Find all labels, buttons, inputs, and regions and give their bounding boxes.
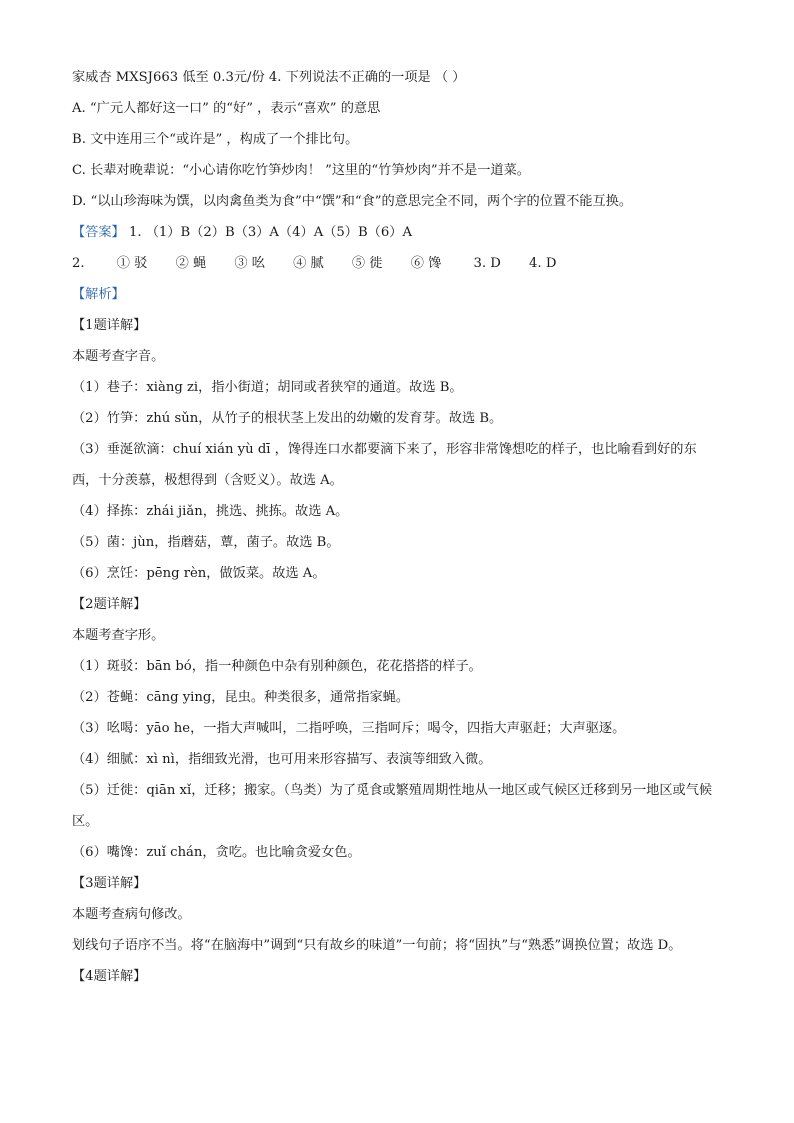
explanation-line: （4）细腻：xì nì，指细致光滑，也可用来形容描写、表演等细致入微。 [72, 752, 492, 767]
answer-line-1 [72, 217, 722, 248]
section-title: 【1题详解】 [72, 318, 147, 333]
explanation-line: （3）吆喝：yāo he，一指大声喊叫，二指呼唤，三指呵斥；喝令，四指大声驱赶；大声驱逐。 [72, 721, 626, 736]
explanation-line: （5）菌：jùn，指蘑菇，蕈，菌子。故选 B。 [72, 535, 340, 550]
answer-q4: 4. D [529, 256, 557, 271]
answer-q1: 1. （1）B（2）B（3）A（4）A（5）B（6）A [128, 225, 412, 240]
answer-q2-item: ③ 吆 [234, 256, 265, 271]
section-title: 【3题详解】 [72, 876, 147, 891]
answer-q2-item: ① 驳 [116, 256, 148, 271]
section-intro: 本题考查病句修改。 [72, 907, 191, 922]
answer-q3: 3. D [473, 256, 501, 271]
explanation-line: （2）苍蝇：cāng ying，昆虫。种类很多，通常指家蝇。 [72, 690, 410, 705]
explanation-line: （3）垂涎欲滴：chuí xián yù dī ，馋得连口水都要滴下来了，形容非常馋想吃的样子，也比喻看到好的东西，十分羡慕，极想得到（含贬义）。故选 A。 [72, 442, 697, 488]
section-intro: 本题考查字音。 [72, 349, 165, 364]
answer-line-2 [72, 248, 722, 279]
answer-q2-item: ④ 腻 [293, 256, 324, 271]
answer-q2-item: ⑥ 馋 [410, 256, 442, 271]
section-intro: 本题考查字形。 [72, 628, 165, 643]
explanation-line: （4）择拣：zhái jiǎn，挑选、挑拣。故选 A。 [72, 504, 349, 519]
explanation-line: （1）斑驳：bān bó，指一种颜色中杂有别种颜色，花花搭搭的样子。 [72, 659, 482, 674]
answer-q2-item: ⑤ 徙 [351, 256, 383, 271]
analysis-tag: 【解析】 [72, 287, 125, 302]
section-title: 【2题详解】 [72, 597, 147, 612]
option-c: C. 长辈对晚辈说：“小心请你吃竹笋炒肉！ ”这里的“竹笋炒肉”并不是一道菜。 [72, 163, 530, 178]
answer-q2-item: ② 蝇 [175, 256, 207, 271]
answer-q2-number: 2. [72, 256, 85, 271]
question-4-stem: 家威杏 MXSJ663 低至 0.3元/份 4. 下列说法不正确的一项是 （ ） [72, 70, 466, 85]
option-a: A. “广元人都好这一口” 的“好” ，表示“喜欢” 的意思 [72, 101, 381, 116]
explanation-line: （6）烹饪：pēng rèn，做饭菜。故选 A。 [72, 566, 326, 581]
document-page [72, 62, 722, 992]
answer-tag: 【答案】 [72, 225, 125, 240]
option-d: D. “以山珍海味为馔，以肉禽鱼类为食”中“馔”和“食”的意思完全不同，两个字的位置不能互换。 [72, 194, 633, 209]
section-title: 【4题详解】 [72, 969, 147, 984]
explanation-line: （2）竹笋：zhú sǔn，从竹子的根状茎上发出的幼嫩的发育芽。故选 B。 [72, 411, 503, 426]
explanation-line: （1）巷子：xiàng zi，指小街道；胡同或者狭窄的通道。故选 B。 [72, 380, 463, 395]
explanation-line: 划线句子语序不当。将“在脑海中”调到“只有故乡的味道”一句前；将“固执”与“熟悉”调换位置；故选 D。 [72, 938, 682, 953]
explanation-line: （5）迁徙：qiān xǐ，迁移；搬家。（鸟类）为了觅食或繁殖周期性地从一地区或气候区迁移到另一地区或气候区。 [72, 783, 713, 829]
explanation-line: （6）嘴馋：zuǐ chán，贪吃。也比喻贪爱女色。 [72, 845, 361, 860]
option-b: B. 文中连用三个“或许是” ，构成了一个排比句。 [72, 132, 359, 147]
